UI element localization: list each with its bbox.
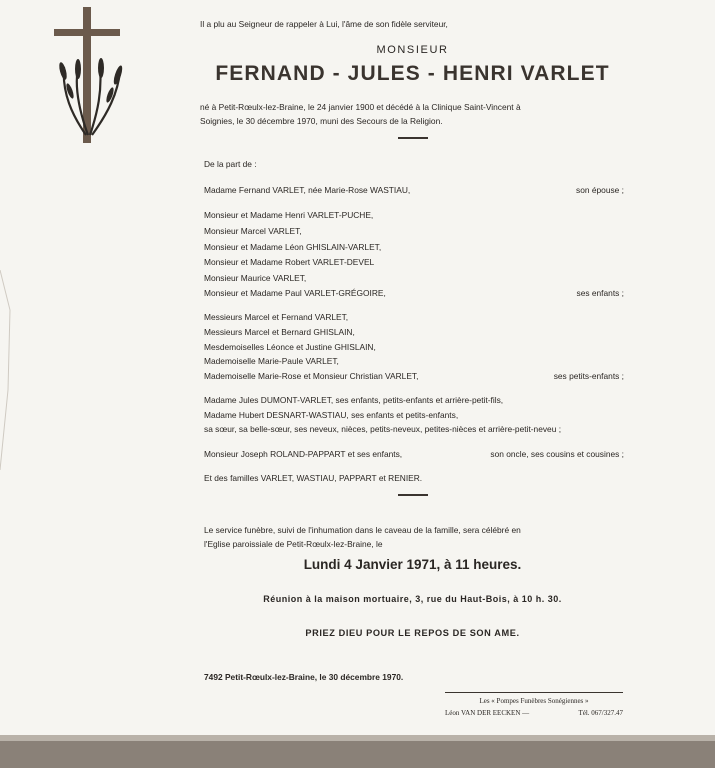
reunion-text: Réunion à la maison mortuaire, 3, rue du Haut-Bois, à 10 h. 30. — [263, 594, 562, 604]
funeral-home-name: Les « Pompes Funèbres Sonégiennes » — [479, 697, 589, 705]
family-group-spouse — [204, 184, 624, 196]
de-la-part-heading: De la part de : — [204, 159, 257, 169]
family-line: Mesdemoiselles Léonce et Justine GHISLAIN, — [204, 342, 376, 352]
family-line: Mademoiselle Marie-Rose et Monsieur Christian VARLET, — [204, 371, 419, 381]
family-line: Monsieur et Madame Paul VARLET-GRÉGOIRE, — [204, 288, 386, 298]
birth-line-2: Soignies, le 30 décembre 1970, muni des Secours de la Religion. — [200, 116, 443, 126]
family-line: Madame Hubert DESNART-WASTIAU, ses enfants et petits-enfants, — [204, 410, 459, 420]
relation-label: son oncle, ses cousins et cousines ; — [490, 449, 624, 459]
cross-wheat-icon — [50, 5, 128, 145]
family-line: Madame Fernand VARLET, née Marie-Rose WASTIAU, — [204, 185, 411, 195]
relation-label: son épouse ; — [576, 185, 624, 195]
family-line: sa sœur, sa belle-sœur, ses neveux, nièces, petits-neveux, petites-nièces et arrière-petit-neveu ; — [204, 424, 562, 434]
birth-line-1: né à Petit-Rœulx-lez-Braine, le 24 janvier 1900 et décédé à la Clinique Saint-Vincent à — [200, 102, 521, 112]
family-group-grandchildren — [204, 370, 624, 382]
family-line: Messieurs Marcel et Bernard GHISLAIN, — [204, 327, 355, 337]
prayer-text: PRIEZ DIEU POUR LE REPOS DE SON AME. — [305, 628, 520, 638]
funeral-phone: Tél. 067/327.47 — [578, 709, 623, 717]
family-group-uncle — [204, 448, 624, 460]
funeral-director: Léon VAN DER EECKEN — — [445, 709, 530, 717]
fold-mark — [0, 270, 12, 470]
family-group-children — [204, 287, 624, 299]
family-line: Madame Jules DUMONT-VARLET, ses enfants, petits-enfants et arrière-petit-fils, — [204, 395, 504, 405]
relation-label: ses enfants ; — [576, 288, 624, 298]
divider — [445, 692, 623, 693]
title-text: MONSIEUR — [376, 44, 449, 56]
family-line: Monsieur Joseph ROLAND-PAPPART et ses enfants, — [204, 449, 403, 459]
family-line: Monsieur Maurice VARLET, — [204, 273, 307, 283]
divider — [398, 494, 428, 496]
family-line: Mademoiselle Marie-Paule VARLET, — [204, 356, 339, 366]
place-date: 7492 Petit-Rœulx-lez-Braine, le 30 décembre 1970. — [204, 672, 404, 682]
family-line: Et des familles VARLET, WASTIAU, PAPPART et RENIER. — [204, 473, 423, 483]
family-line: Monsieur et Madame Robert VARLET-DEVEL — [204, 257, 375, 267]
service-date: Lundi 4 Janvier 1971, à 11 heures. — [303, 557, 522, 572]
divider — [398, 137, 428, 139]
service-line-2: l'Eglise paroissiale de Petit-Rœulx-lez-Braine, le — [204, 539, 383, 549]
relation-label: ses petits-enfants ; — [553, 371, 624, 381]
service-line-1: Le service funèbre, suivi de l'inhumation dans le caveau de la famille, sera célébré en — [204, 525, 521, 535]
family-line: Messieurs Marcel et Fernand VARLET, — [204, 312, 349, 322]
intro-text: Il a plu au Seigneur de rappeler à Lui, l'âme de son fidèle serviteur, — [200, 19, 448, 29]
deceased-name: FERNAND - JULES - HENRI VARLET — [215, 62, 610, 85]
funeral-home-contact — [445, 708, 623, 718]
family-line: Monsieur Marcel VARLET, — [204, 226, 302, 236]
family-line: Monsieur et Madame Léon GHISLAIN-VARLET, — [204, 242, 382, 252]
family-line: Monsieur et Madame Henri VARLET-PUCHE, — [204, 210, 374, 220]
scan-edge — [0, 735, 715, 768]
